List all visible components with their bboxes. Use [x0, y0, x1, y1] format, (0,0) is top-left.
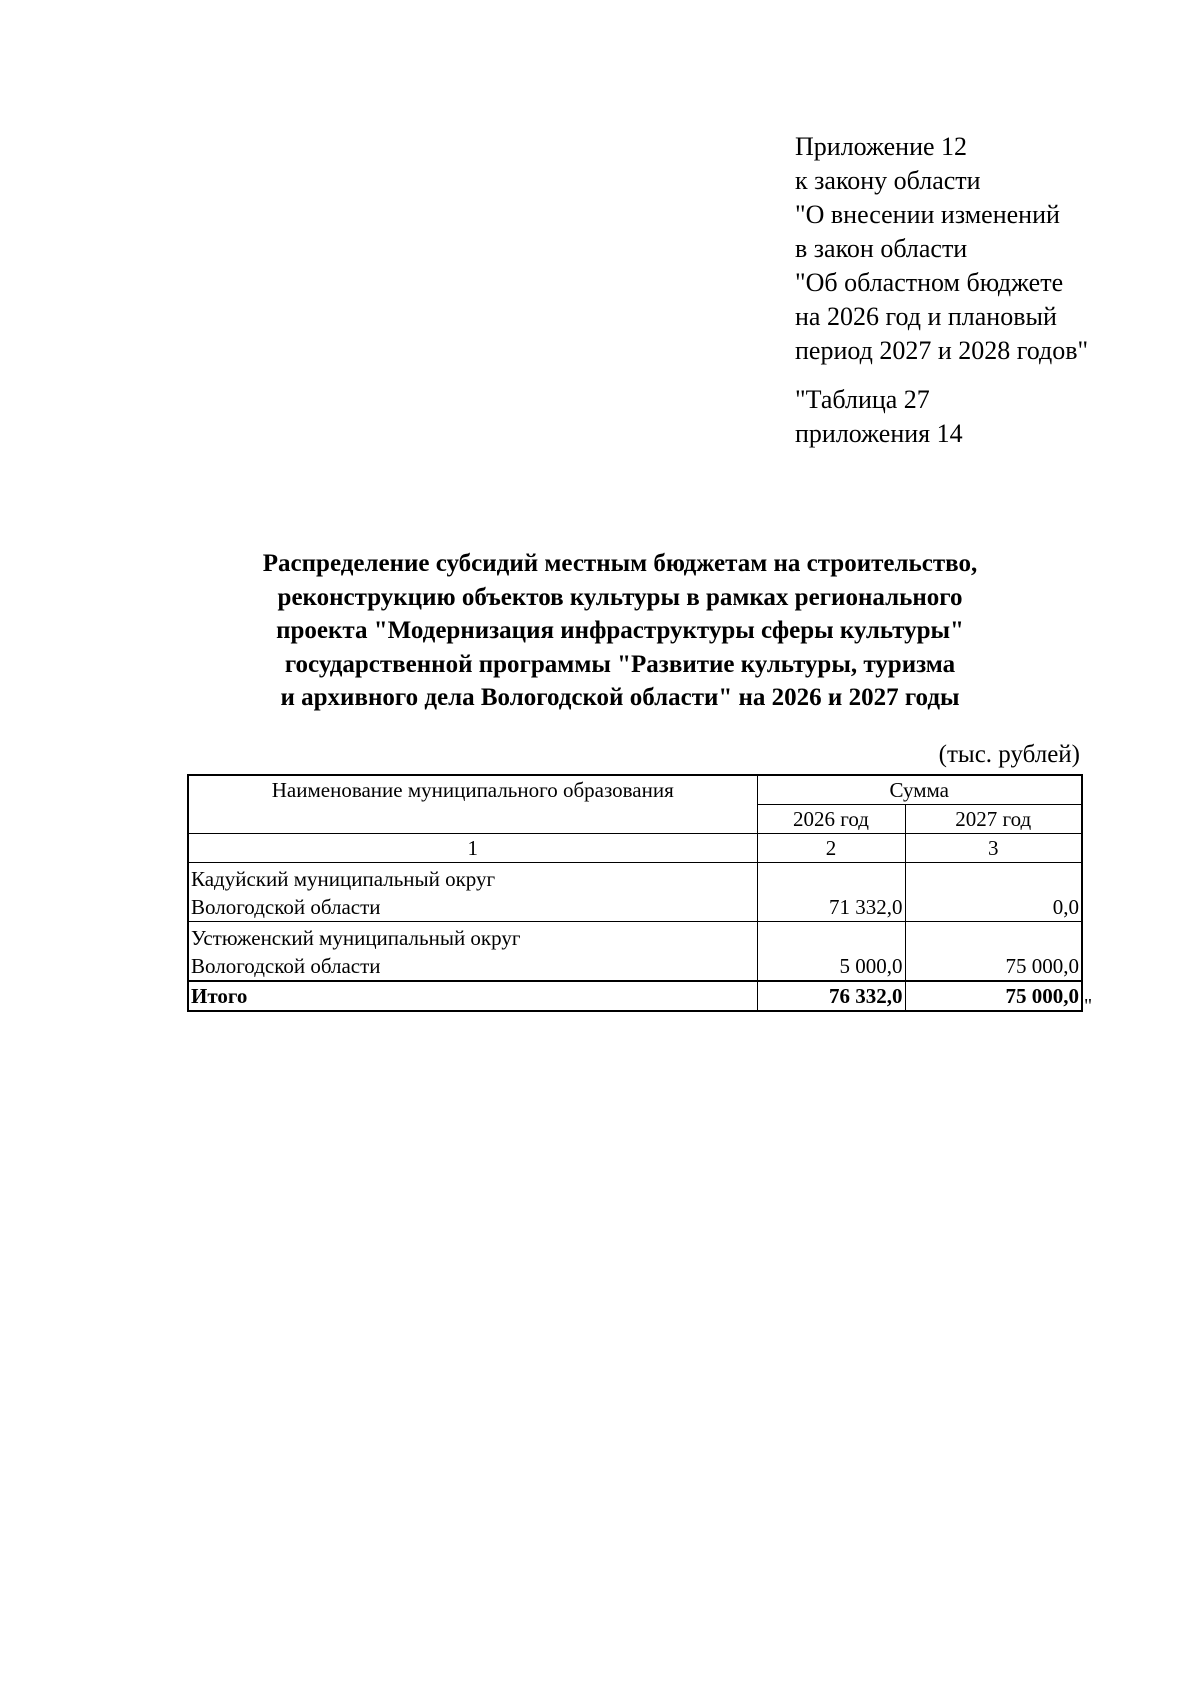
appendix-line: на 2026 год и плановый	[795, 302, 1057, 331]
units-label: (тыс. рублей)	[938, 741, 1080, 768]
document-title	[190, 547, 1050, 715]
title-line: реконструкцию объектов культуры в рамках регионального	[277, 583, 963, 611]
closing-quote: "	[1084, 995, 1093, 1017]
column-number: 3	[905, 834, 1082, 863]
table-reference	[795, 383, 1155, 451]
amount-2026: 5 000,0	[757, 922, 905, 982]
table-row	[188, 922, 1082, 982]
total-2026: 76 332,0	[757, 981, 905, 1011]
column-number: 1	[188, 834, 757, 863]
subsidy-table	[187, 774, 1083, 1012]
table-header-row	[188, 775, 1082, 805]
header-name: Наименование муниципального образования	[188, 775, 757, 834]
appendix-line: в закон области	[795, 234, 968, 263]
municipality-name-line: Вологодской области	[191, 954, 381, 978]
appendix-line: "О внесении изменений	[795, 200, 1060, 229]
table-reference-line: приложения 14	[795, 419, 963, 448]
municipality-name-line: Кадуйский муниципальный округ	[191, 867, 496, 891]
table-row	[188, 863, 1082, 922]
header-sum: Сумма	[757, 775, 1082, 805]
municipality-name-line: Вологодской области	[191, 895, 381, 919]
total-2027: 75 000,0	[905, 981, 1082, 1011]
municipality-name	[188, 922, 757, 982]
title-line: Распределение субсидий местным бюджетам на строительство,	[262, 550, 978, 577]
appendix-line: "Об областном бюджете	[795, 268, 1064, 297]
title-line: государственной программы "Развитие культуры, туризма	[284, 650, 956, 678]
amount-2026: 71 332,0	[757, 863, 905, 922]
appendix-header	[795, 130, 1155, 368]
appendix-line: Приложение 12	[795, 132, 968, 161]
amount-2027: 75 000,0	[905, 922, 1082, 982]
municipality-name	[188, 863, 757, 922]
municipality-name-line: Устюженский муниципальный округ	[191, 926, 521, 950]
title-line: проекта "Модернизация инфраструктуры сферы культуры"	[276, 617, 964, 644]
title-line: и архивного дела Вологодской области" на 2026 и 2027 годы	[280, 684, 960, 711]
column-number: 2	[757, 834, 905, 863]
total-row	[188, 981, 1082, 1011]
table-reference-line: "Таблица 27	[795, 385, 930, 414]
appendix-line: период 2027 и 2028 годов"	[795, 336, 1089, 365]
header-year-2027: 2027 год	[905, 805, 1082, 834]
amount-2027: 0,0	[905, 863, 1082, 922]
appendix-line: к закону области	[795, 166, 981, 195]
total-label: Итого	[188, 981, 757, 1011]
header-year-2026: 2026 год	[757, 805, 905, 834]
column-number-row	[188, 834, 1082, 863]
